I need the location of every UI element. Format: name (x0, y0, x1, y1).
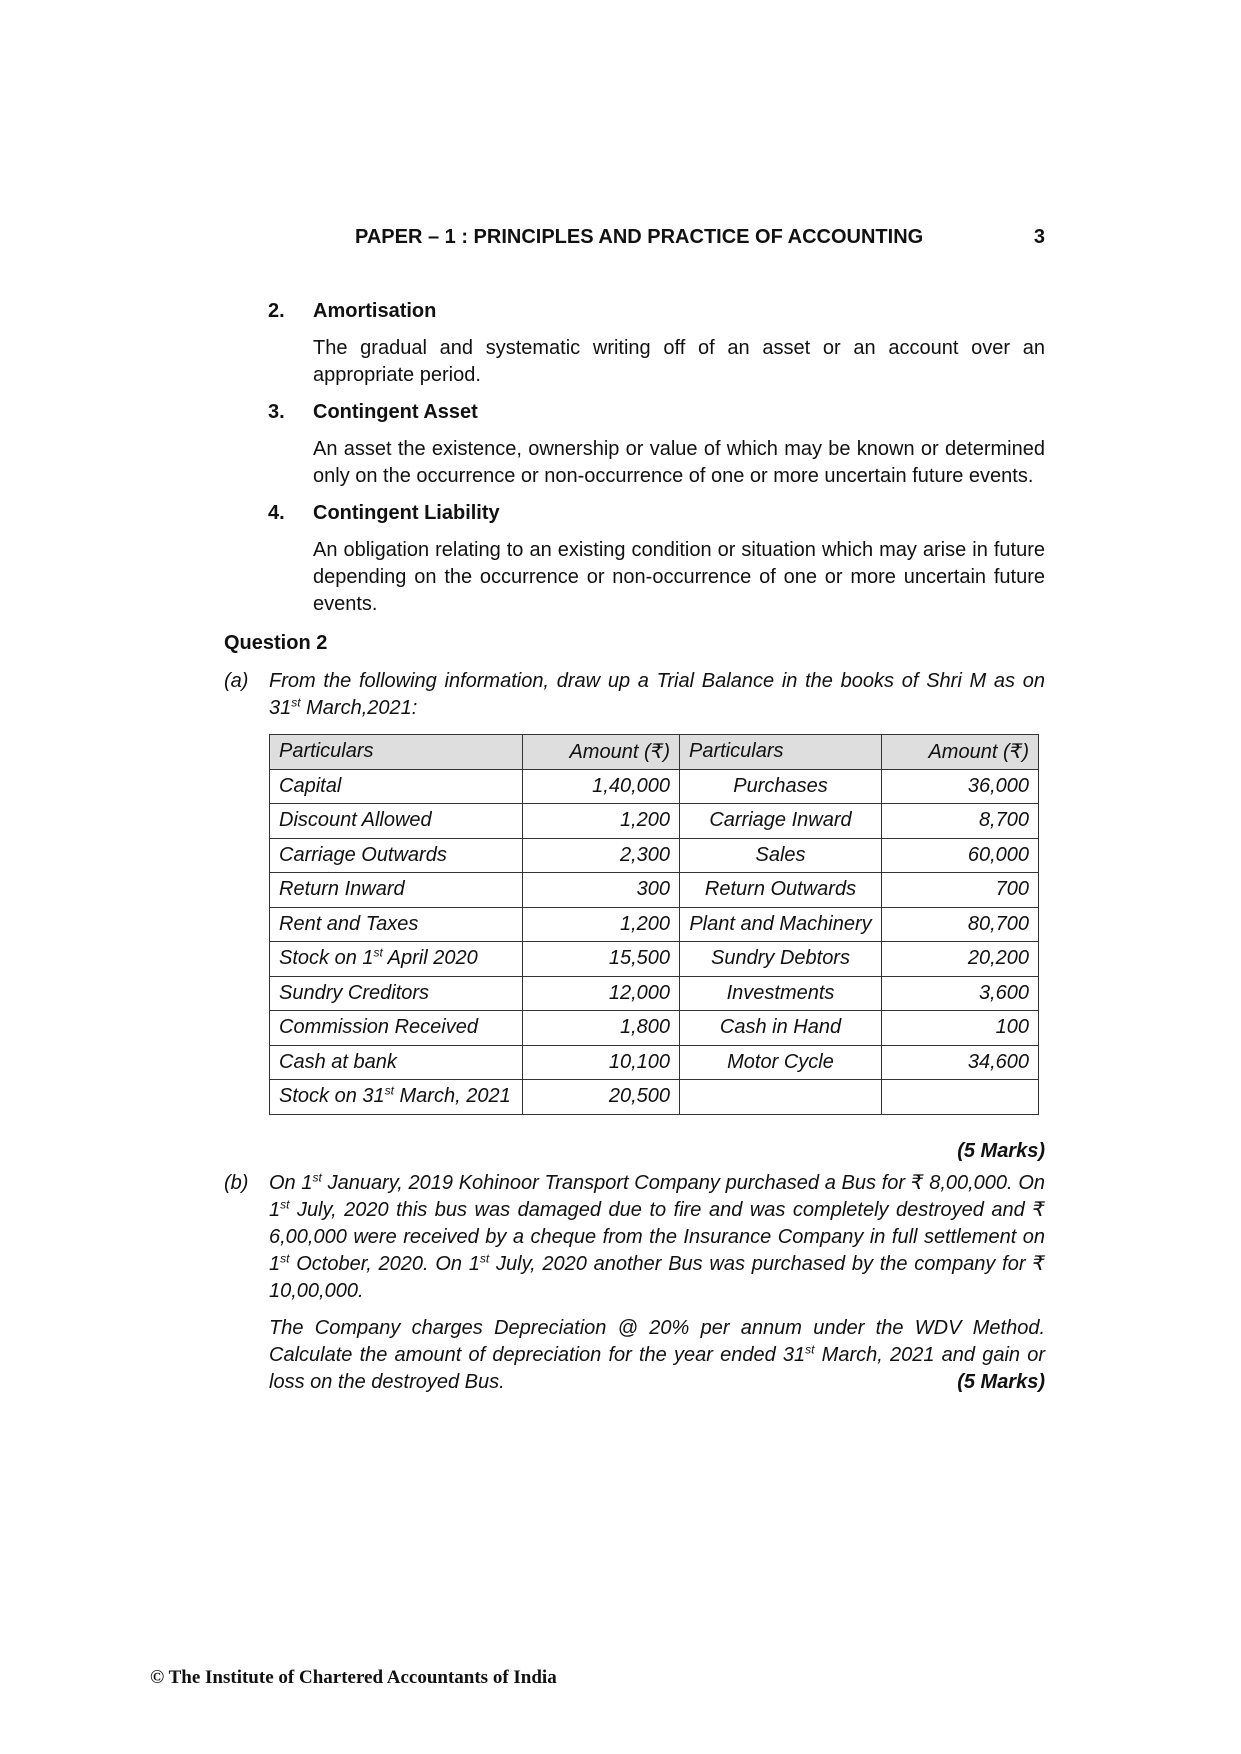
part-a-label: (a) (224, 670, 249, 692)
amount-cell: 34,600 (882, 1045, 1039, 1080)
particulars-cell: Cash at bank (270, 1045, 523, 1080)
definition-term: Amortisation (313, 300, 437, 322)
definition-number: 3. (268, 401, 285, 423)
column-header: Amount (₹) (523, 735, 680, 770)
particulars-cell: Cash in Hand (680, 1011, 882, 1046)
amount-cell: 1,200 (523, 804, 680, 839)
definition-text: An obligation relating to an existing condition or situation which may arise in future depending on the occurrence or non-occurrence of one or more uncertain future events. (313, 539, 1045, 615)
table-row (270, 942, 1039, 977)
part-a-intro: From the following information, draw up a Trial Balance in the books of Shri M as on 31st March,2021: (269, 670, 1045, 719)
part-a (224, 668, 1045, 722)
trial-balance-table (269, 734, 1039, 1115)
part-a-marks: (5 Marks) (957, 1140, 1045, 1162)
table-row (270, 1011, 1039, 1046)
column-header: Particulars (270, 735, 523, 770)
amount-cell: 2,300 (523, 838, 680, 873)
definition-item (268, 399, 1045, 490)
particulars-cell: Rent and Taxes (270, 907, 523, 942)
definition-term: Contingent Liability (313, 502, 500, 524)
amount-cell: 80,700 (882, 907, 1039, 942)
table-row (270, 769, 1039, 804)
particulars-cell: Capital (270, 769, 523, 804)
particulars-cell: Motor Cycle (680, 1045, 882, 1080)
amount-cell: 20,500 (523, 1080, 680, 1115)
amount-cell: 700 (882, 873, 1039, 908)
particulars-cell (680, 1080, 882, 1115)
particulars-cell: Sundry Debtors (680, 942, 882, 977)
part-b-marks: (5 Marks) (957, 1371, 1045, 1393)
footer-copyright: © The Institute of Chartered Accountants of India (150, 1667, 557, 1688)
page-number: 3 (1033, 226, 1045, 248)
amount-cell: 60,000 (882, 838, 1039, 873)
particulars-cell: Investments (680, 976, 882, 1011)
particulars-cell: Return Inward (270, 873, 523, 908)
part-b-label: (b) (224, 1172, 249, 1194)
amount-cell: 12,000 (523, 976, 680, 1011)
definitions-list (268, 298, 1045, 628)
amount-cell: 1,800 (523, 1011, 680, 1046)
particulars-cell: Purchases (680, 769, 882, 804)
table-row (270, 838, 1039, 873)
column-header: Amount (₹) (882, 735, 1039, 770)
amount-cell: 3,600 (882, 976, 1039, 1011)
amount-cell: 100 (882, 1011, 1039, 1046)
particulars-cell: Plant and Machinery (680, 907, 882, 942)
particulars-cell: Sundry Creditors (270, 976, 523, 1011)
definition-number: 4. (268, 502, 285, 524)
definition-text: An asset the existence, ownership or value of which may be known or determined only on the occurrence or non-occurrence of one or more uncertain future events. (313, 438, 1045, 487)
table-row (270, 1080, 1039, 1115)
table-row (270, 1045, 1039, 1080)
table-header-row (270, 735, 1039, 770)
part-b-paragraph-2: The Company charges Depreciation @ 20% per annum under the WDV Method. Calculate the amount of depreciation for the year ended 31st March, 2021 and gain or loss on the destroyed Bus. (5 Marks) (269, 1315, 1045, 1396)
definition-text: The gradual and systematic writing off of an asset or an account over an appropriate period. (313, 337, 1045, 386)
particulars-cell: Commission Received (270, 1011, 523, 1046)
part-b (224, 1170, 1045, 1396)
amount-cell: 15,500 (523, 942, 680, 977)
paper-title: PAPER – 1 : PRINCIPLES AND PRACTICE OF ACCOUNTING (355, 226, 924, 248)
amount-cell: 300 (523, 873, 680, 908)
amount-cell: 1,200 (523, 907, 680, 942)
amount-cell: 8,700 (882, 804, 1039, 839)
definition-term: Contingent Asset (313, 401, 478, 423)
table-row (270, 907, 1039, 942)
question-heading: Question 2 (224, 632, 328, 654)
particulars-cell: Return Outwards (680, 873, 882, 908)
particulars-cell: Carriage Outwards (270, 838, 523, 873)
table-row (270, 804, 1039, 839)
particulars-cell: Stock on 31st March, 2021 (270, 1080, 523, 1115)
particulars-cell: Stock on 1st April 2020 (270, 942, 523, 977)
particulars-cell: Sales (680, 838, 882, 873)
part-b-paragraph-1: On 1st January, 2019 Kohinoor Transport Company purchased a Bus for ₹ 8,00,000. On 1st July, 2020 this bus was damaged due to fire and was completely destroyed and ₹ 6,00,000 were received by a cheque from the Insurance Company in full settlement on 1st October, 2020. On 1st July, 2020 another Bus was purchased by the company for ₹ 10,00,000. (269, 1170, 1045, 1302)
amount-cell: 10,100 (523, 1045, 680, 1080)
column-header: Particulars (680, 735, 882, 770)
amount-cell: 20,200 (882, 942, 1039, 977)
definition-item (268, 500, 1045, 618)
particulars-cell: Carriage Inward (680, 804, 882, 839)
definition-number: 2. (268, 300, 285, 322)
particulars-cell: Discount Allowed (270, 804, 523, 839)
table-row (270, 976, 1039, 1011)
amount-cell (882, 1080, 1039, 1115)
amount-cell: 36,000 (882, 769, 1039, 804)
table-row (270, 873, 1039, 908)
amount-cell: 1,40,000 (523, 769, 680, 804)
definition-item (268, 298, 1045, 389)
